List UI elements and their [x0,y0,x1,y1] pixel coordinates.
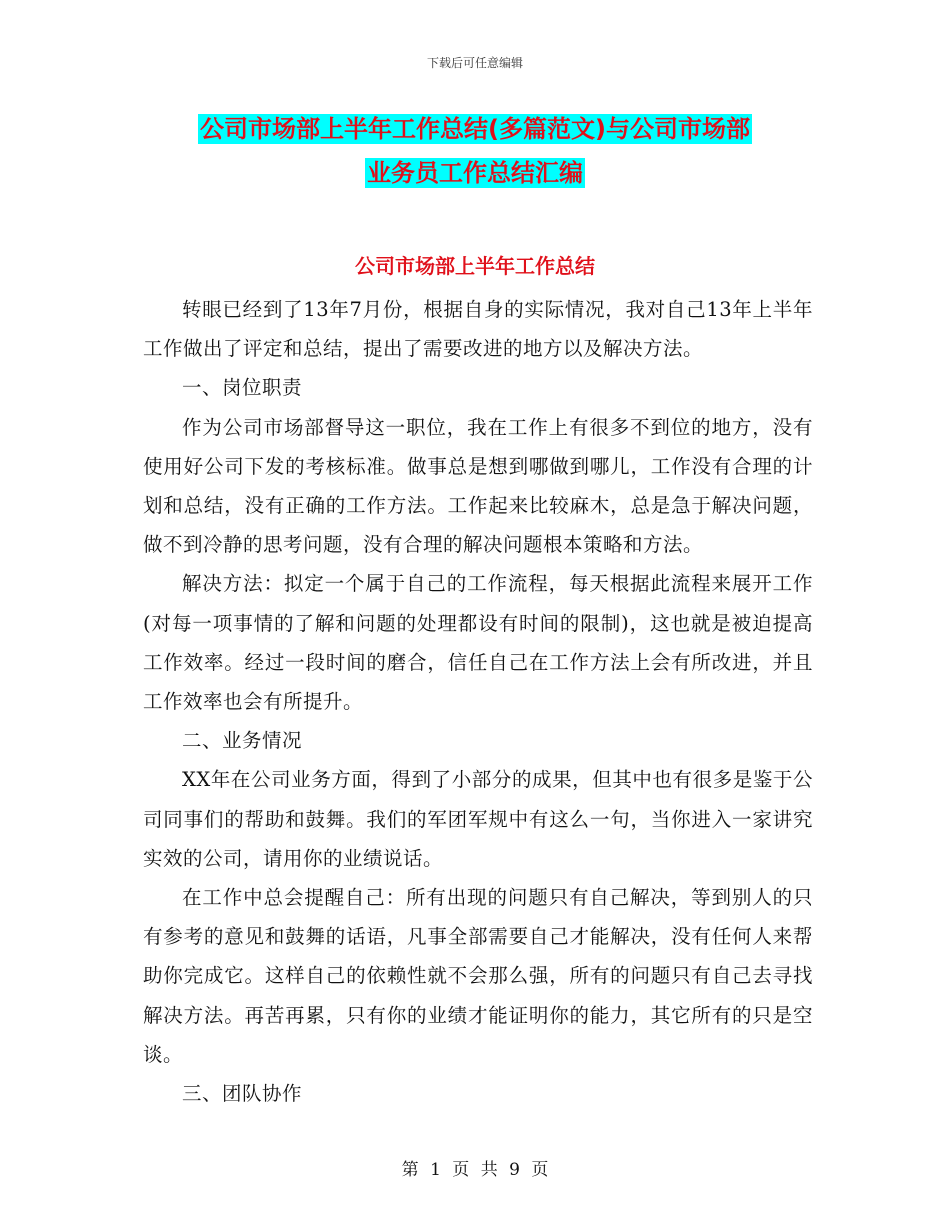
document-title-text-2: 业务员工作总结汇编 [367,159,583,187]
paragraph-business-status: XX年在公司业务方面，得到了小部分的成果，但其中也有很多是鉴于公司同事们的帮助和鼓舞。我们的军团军规中有这么一句，当你进入一家讲究实效的公司，请用你的业绩说话。 [143,768,813,870]
document-title-line-1 [0,114,950,144]
heading-business-status: 二、业务情况 [182,729,303,753]
document-title-text-1: 公司市场部上半年工作总结(多篇范文)与公司市场部 [200,115,750,143]
heading-teamwork: 三、团队协作 [182,1082,303,1106]
heading-job-duties: 一、岗位职责 [182,376,303,400]
paragraph-job-duties: 作为公司市场部督导这一职位，我在工作上有很多不到位的地方，没有使用好公司下发的考核标准。做事总是想到哪做到哪儿，工作没有合理的计划和总结，没有正确的工作方法。工作起来比较麻木，总是急于解决问题，做不到冷静的思考问题，没有合理的解决问题根本策略和方法。 [143,415,813,557]
paragraph-solution: 解决方法：拟定一个属于自己的工作流程，每天根据此流程来展开工作(对每一项事情的了解和问题的处理都设有时间的限制)，这也就是被迫提高工作效率。经过一段时间的磨合，信任自己在工作方法上会有所改进，并且工作效率也会有所提升。 [143,572,813,714]
document-title-line-2 [0,158,950,188]
document-body [143,290,813,1113]
paragraph-self-reliance: 在工作中总会提醒自己：所有出现的问题只有自己解决，等到别人的只有参考的意见和鼓舞的话语，凡事全部需要自己才能解决，没有任何人来帮助你完成它。这样自己的依赖性就不会那么强，所有的问题只有自己去寻找解决方法。再苦再累，只有你的业绩才能证明你的能力，其它所有的只是空谈。 [143,886,813,1066]
paragraph-intro: 转眼已经到了13年7月份，根据自身的实际情况，我对自己13年上半年工作做出了评定和总结，提出了需要改进的地方以及解决方法。 [143,298,813,361]
section-title: 公司市场部上半年工作总结 [355,254,595,278]
page-number: 第 1 页 共 9 页 [401,1160,549,1180]
header-note: 下载后可任意编辑 [426,56,523,70]
